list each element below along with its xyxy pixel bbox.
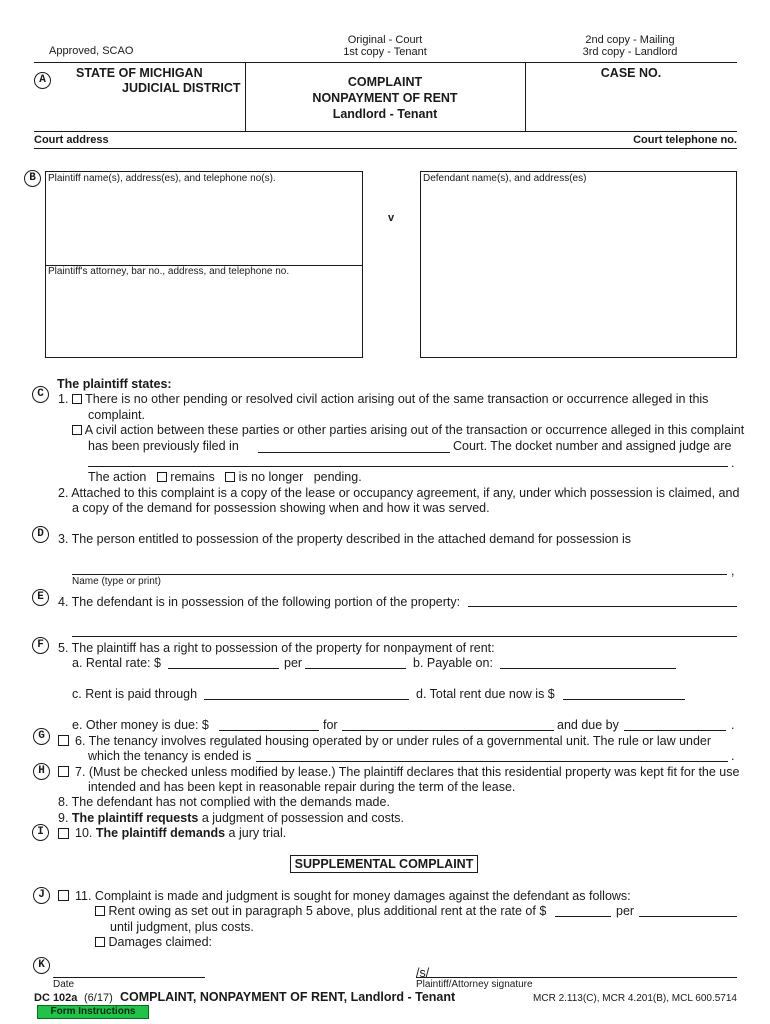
item-11-checkbox[interactable] [58, 890, 69, 901]
docket-judge-field[interactable] [88, 466, 728, 467]
total-rent-field[interactable] [563, 699, 685, 700]
item-5e-label: e. Other money is due: $ [72, 718, 209, 732]
item-1b-text: A civil action between these parties or other parties arising out of the transaction or occurrence alleged in this complaint [84, 423, 745, 437]
item-11a-per: per [616, 904, 635, 918]
item-10-number: 10. [75, 826, 93, 840]
item-11a-cont: until judgment, plus costs. [110, 920, 254, 934]
item-1a-row [58, 392, 708, 406]
portion-field-2[interactable] [72, 636, 737, 637]
pending-label: pending. [313, 470, 362, 484]
item-1b-checkbox[interactable] [72, 425, 82, 435]
court-address-rule [34, 148, 737, 149]
distribution-original: Original - Court [347, 34, 423, 46]
additional-rent-rate-field[interactable] [555, 916, 611, 917]
plaintiff-states-heading: The plaintiff states: [57, 377, 172, 391]
defendant-box[interactable] [420, 171, 737, 358]
item-5d-label: d. Total rent due now is $ [416, 687, 555, 701]
item-5-text: 5. The plaintiff has a right to possession of the property for nonpayment of rent: [58, 641, 495, 655]
item-6-cont: which the tenancy is ended is [88, 749, 252, 763]
other-money-for-field[interactable] [342, 730, 554, 731]
remains-label: remains [170, 470, 215, 484]
item-1a-text: There is no other pending or resolved civil action arising out of the same transaction or occurrence alleged in this [85, 392, 709, 406]
item-6-period: . [731, 749, 735, 763]
item-5c-label: c. Rent is paid through [72, 687, 198, 701]
item-5a-label: a. Rental rate: $ [72, 656, 161, 670]
action-text: The action [88, 470, 147, 484]
item-9-number: 9. [58, 811, 69, 825]
item-10-checkbox[interactable] [58, 828, 69, 839]
versus-label: v [388, 212, 395, 224]
paid-through-field[interactable] [204, 699, 409, 700]
item-7-cont: intended and has been kept in reasonable repair during the term of the lease. [88, 780, 516, 794]
item-1-number: 1. [58, 392, 69, 406]
header-top-rule [34, 62, 737, 63]
court-address-label: Court address [34, 134, 109, 146]
no-longer-checkbox[interactable] [225, 472, 235, 482]
marker-h: H [33, 763, 50, 780]
case-no-label: CASE NO. [600, 66, 662, 80]
docket-period: . [731, 456, 735, 470]
date-field[interactable] [53, 977, 205, 978]
item-2-text: 2. Attached to this complaint is a copy of the lease or occupancy agreement, if any, under which possession is claimed, and [58, 486, 740, 500]
court-phone-label: Court telephone no. [633, 134, 737, 146]
item-10-bold: The plaintiff demands [95, 826, 226, 840]
prior-court-field[interactable] [258, 452, 450, 453]
footer-citation: MCR 2.113(C), MCR 4.201(B), MCL 600.5714 [533, 993, 737, 1004]
item-6-text: 6. The tenancy involves regulated housing operated by or under rules of a governmental unit. The rule or law under [75, 734, 712, 748]
item-9-rest: a judgment of possession and costs. [201, 811, 405, 825]
item-5e-due-by: and due by [557, 718, 619, 732]
header-bottom-rule [34, 131, 737, 132]
entitled-person-field[interactable] [72, 574, 727, 575]
item-11-text: 11. Complaint is made and judgment is sought for money damages against the defendant as follows: [75, 889, 631, 903]
marker-b: B [24, 170, 41, 187]
item-2-cont: a copy of the demand for possession showing when and how it was served. [72, 501, 490, 515]
item-1a-cont: complaint. [88, 408, 145, 422]
marker-k: K [33, 957, 50, 974]
item-10-row [75, 826, 286, 840]
item-1a-checkbox[interactable] [72, 394, 82, 404]
rental-period-field[interactable] [305, 668, 406, 669]
rent-owing-checkbox[interactable] [95, 906, 105, 916]
remains-checkbox[interactable] [157, 472, 167, 482]
rule-or-law-field[interactable] [256, 761, 728, 762]
additional-rent-period-field[interactable] [639, 916, 737, 917]
distribution-copy2: 2nd copy - Mailing [585, 34, 675, 46]
name-label: Name (type or print) [72, 576, 161, 587]
item-1b-cont: has been previously filed in [88, 439, 239, 453]
due-by-field[interactable] [624, 730, 726, 731]
item-5e-for: for [323, 718, 338, 732]
damages-checkbox[interactable] [95, 937, 105, 947]
distribution-copy3: 3rd copy - Landlord [582, 46, 678, 58]
title-landlord-tenant: Landlord - Tenant [332, 107, 438, 121]
item-3-comma: , [731, 564, 735, 578]
defendant-label: Defendant name(s), and address(es) [423, 173, 587, 184]
item-11b-text: Damages claimed: [108, 935, 212, 949]
other-money-field[interactable] [219, 730, 319, 731]
form-instructions-button[interactable]: Form Instructions [37, 1005, 149, 1019]
item-11b-row [95, 935, 212, 949]
form-revision: (6/17) [84, 992, 113, 1004]
approved-text: Approved, SCAO [49, 45, 134, 57]
title-complaint: COMPLAINT [347, 75, 423, 89]
marker-i: I [32, 824, 49, 841]
marker-e: E [32, 589, 49, 606]
marker-c: C [32, 386, 49, 403]
action-status-row [88, 470, 362, 484]
marker-a: A [34, 72, 51, 89]
supplemental-heading: SUPPLEMENTAL COMPLAINT [290, 855, 478, 873]
footer-form-title: COMPLAINT, NONPAYMENT OF RENT, Landlord - Tenant [120, 990, 456, 1004]
marker-f: F [32, 637, 49, 654]
signature-field[interactable] [416, 977, 737, 978]
signature-label: Plaintiff/Attorney signature [416, 979, 533, 990]
item-5b-label: b. Payable on: [413, 656, 493, 670]
no-longer-label: is no longer [238, 470, 304, 484]
rental-rate-field[interactable] [168, 668, 279, 669]
attorney-label: Plaintiff's attorney, bar no., address, and telephone no. [48, 266, 290, 277]
item-8-text: 8. The defendant has not complied with the demands made. [58, 795, 390, 809]
state-label: STATE OF MICHIGAN [76, 66, 203, 80]
item-3-text: 3. The person entitled to possession of the property described in the attached demand for possession is [58, 532, 632, 546]
district-label: JUDICIAL DISTRICT [122, 81, 241, 95]
plaintiff-label: Plaintiff name(s), address(es), and telephone no(s). [48, 173, 276, 184]
marker-d: D [32, 526, 49, 543]
payable-on-field[interactable] [500, 668, 676, 669]
item-7-text: 7. (Must be checked unless modified by lease.) The plaintiff declares that this residential property was kept fit for the use [75, 765, 740, 779]
item-6-checkbox[interactable] [58, 735, 69, 746]
item-1b-row [72, 423, 744, 437]
distribution-copy1: 1st copy - Tenant [343, 46, 427, 58]
item-11a-row [95, 904, 546, 918]
signature-mark: /s/ [416, 966, 430, 980]
date-label: Date [53, 979, 75, 990]
item-10-rest: a jury trial. [228, 826, 287, 840]
marker-j: J [33, 887, 50, 904]
item-1b-court-text: Court. The docket number and assigned judge are [453, 439, 732, 453]
item-7-checkbox[interactable] [58, 766, 69, 777]
item-11a-text: Rent owing as set out in paragraph 5 above, plus additional rent at the rate of $ [108, 904, 547, 918]
portion-field-1[interactable] [468, 606, 737, 607]
marker-g: G [33, 728, 50, 745]
item-9-bold: The plaintiff requests [71, 811, 199, 825]
item-5a-per: per [284, 656, 303, 670]
item-4-text: 4. The defendant is in possession of the following portion of the property: [58, 595, 461, 609]
item-9-row [58, 811, 404, 825]
form-number: DC 102a [34, 992, 78, 1004]
item-5e-period: . [731, 718, 735, 732]
title-nonpayment: NONPAYMENT OF RENT [312, 91, 458, 105]
